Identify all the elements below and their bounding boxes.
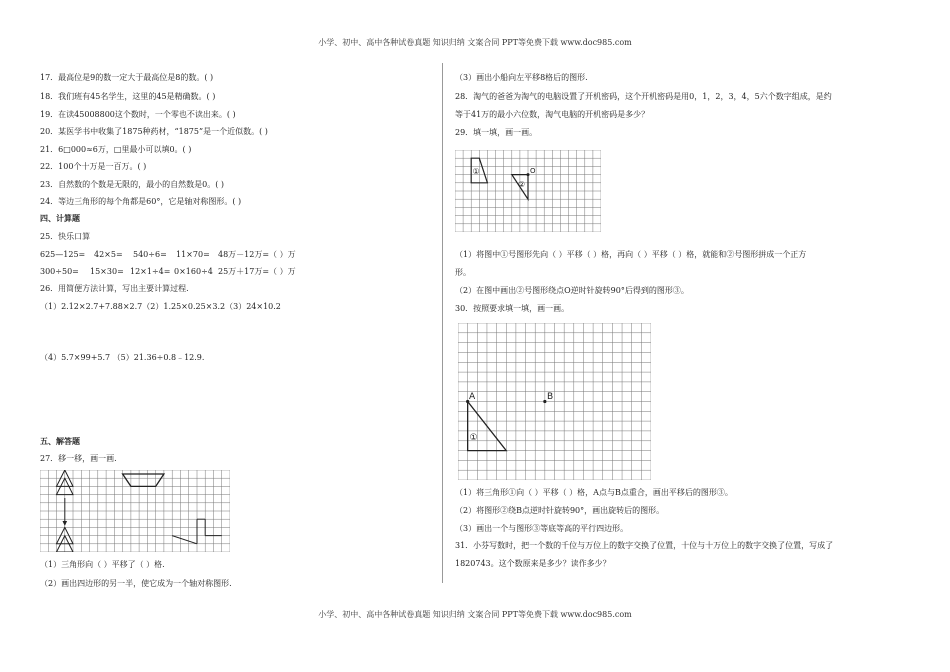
question-30-part-1: （1）将三角形①向（ ）平移（ ）格，A点与B点重合，画出平移后的图形③。 — [455, 488, 733, 497]
question-30: 30．按照要求填一填，画一画。 — [455, 304, 570, 313]
question-25: 25．快乐口算 — [40, 232, 91, 241]
question-27: 27．移一移，画一画. — [40, 454, 117, 463]
grid-lines — [458, 323, 651, 480]
section-5-heading: 五、解答题 — [40, 436, 80, 446]
calc-row-2-item: 0×160÷4 — [174, 267, 213, 276]
question-29-part-1-line-2: 形。 — [455, 268, 471, 277]
boat-shape — [123, 474, 164, 486]
question-20: 20．某医学书中收集了1875种药材，“1875”是一个近似数。( ) — [40, 127, 268, 136]
calc-row-2-item: 300÷50= — [40, 267, 79, 276]
question-30-part-3: （3）画出一个与图形③等底等高的平行四边形。 — [455, 524, 629, 533]
question-21: 21．6□000≈6万，□里最小可以填0。( ) — [40, 145, 192, 154]
point-o-label: O — [530, 167, 536, 175]
calc-row-1-item: 42×5= — [94, 250, 123, 259]
triangle-1-label: ① — [469, 433, 478, 443]
question-28-line-2: 等于41万的最小六位数，淘气电脑的开机密码是多少？ — [455, 110, 650, 119]
grid-lines — [40, 470, 230, 552]
calc-row-1-item: 625—125= — [40, 250, 86, 259]
question-30-part-2: （2）将图形②绕B点逆时针旋转90°，画出旋转后的图形。 — [455, 506, 665, 515]
shape-1-label: ① — [472, 167, 480, 176]
question-27-part-1: （1）三角形向（ ）平移了（ ）格. — [40, 560, 165, 569]
question-26-items-a: （1）2.12×2.7+7.88×2.7（2）1.25×0.25×3.2（3）24×10.2 — [40, 302, 281, 311]
question-31-line-1: 31．小芬写数时，把一个数的千位与万位上的数字交换了位置，十位与十万位上的数字交换了位置，写成了 — [455, 541, 834, 550]
question-18: 18．我们班有45名学生，这里的45是精确数。( ) — [40, 92, 216, 101]
question-22: 22．100个十万是一百万。( ) — [40, 162, 147, 171]
q29-grid-figure — [455, 150, 601, 232]
calc-row-2-item: 25万＋17万=（ ）万 — [218, 267, 296, 276]
question-29-part-1-line-1: （1）将图中①号图形先向（ ）平移（ ）格，再向（ ）平移（ ）格，就能和②号图形拼成一个正方 — [455, 250, 807, 259]
q30-grid-figure — [458, 323, 651, 480]
question-28-line-1: 28．淘气的爸爸为淘气的电脑设置了开机密码，这个开机密码是用0，1，2，3，4，5六个数字组成，是约 — [455, 92, 832, 101]
question-26-items-b: （4）5.7×99+5.7 （5）21.36÷0.8﹣12.9. — [40, 353, 205, 362]
calc-row-1-item: 540÷6= — [133, 250, 167, 259]
question-17: 17．最高位是9的数一定大于最高位是8的数。( ) — [40, 73, 214, 82]
question-27-part-2: （2）画出四边形的另一半，使它成为一个轴对称图形. — [40, 579, 232, 588]
question-31-line-2: 1820743。这个数原来是多少？读作多少？ — [455, 559, 611, 568]
calc-row-1-item: 11×70= — [176, 250, 210, 259]
calc-row-1-item: 48万－12万=（ ）万 — [218, 250, 296, 259]
q27-grid-figure — [40, 470, 230, 552]
calc-row-2-item: 15×30= — [90, 267, 124, 276]
question-29: 29．填一填，画一画。 — [455, 128, 538, 137]
question-19: 19．在读45008800这个数时，一个零也不读出来。( ) — [40, 110, 236, 119]
question-27-part-3: （3）画出小船向左平移8格后的图形. — [455, 73, 588, 82]
calc-row-2-item: 12×1÷4= — [130, 267, 171, 276]
question-26: 26．用简便方法计算，写出主要计算过程. — [40, 284, 189, 293]
question-23: 23．自然数的个数是无限的，最小的自然数是0。( ) — [40, 180, 225, 189]
point-b-label: B — [547, 392, 554, 402]
point-b — [543, 400, 546, 403]
half-quadrilateral — [172, 519, 222, 544]
question-29-part-2: （2）在图中画出②号图形绕点O逆时针旋转90°后得到的图形③。 — [455, 286, 689, 295]
move-arrow-head — [63, 521, 68, 526]
column-divider — [442, 63, 443, 583]
point-a-label: A — [469, 392, 476, 402]
shape-2-label: ② — [518, 180, 526, 189]
section-4-heading: 四、计算题 — [40, 213, 80, 223]
page-header: 小学、初中、高中各种试卷真题 知识归纳 文案合同 PPT等免费下载 www.doc985.com — [318, 38, 632, 47]
question-24: 24．等边三角形的每个角都是60°，它是轴对称图形。( ) — [40, 197, 242, 206]
page-footer: 小学、初中、高中各种试卷真题 知识归纳 文案合同 PPT等免费下载 www.doc985.com — [318, 610, 632, 619]
